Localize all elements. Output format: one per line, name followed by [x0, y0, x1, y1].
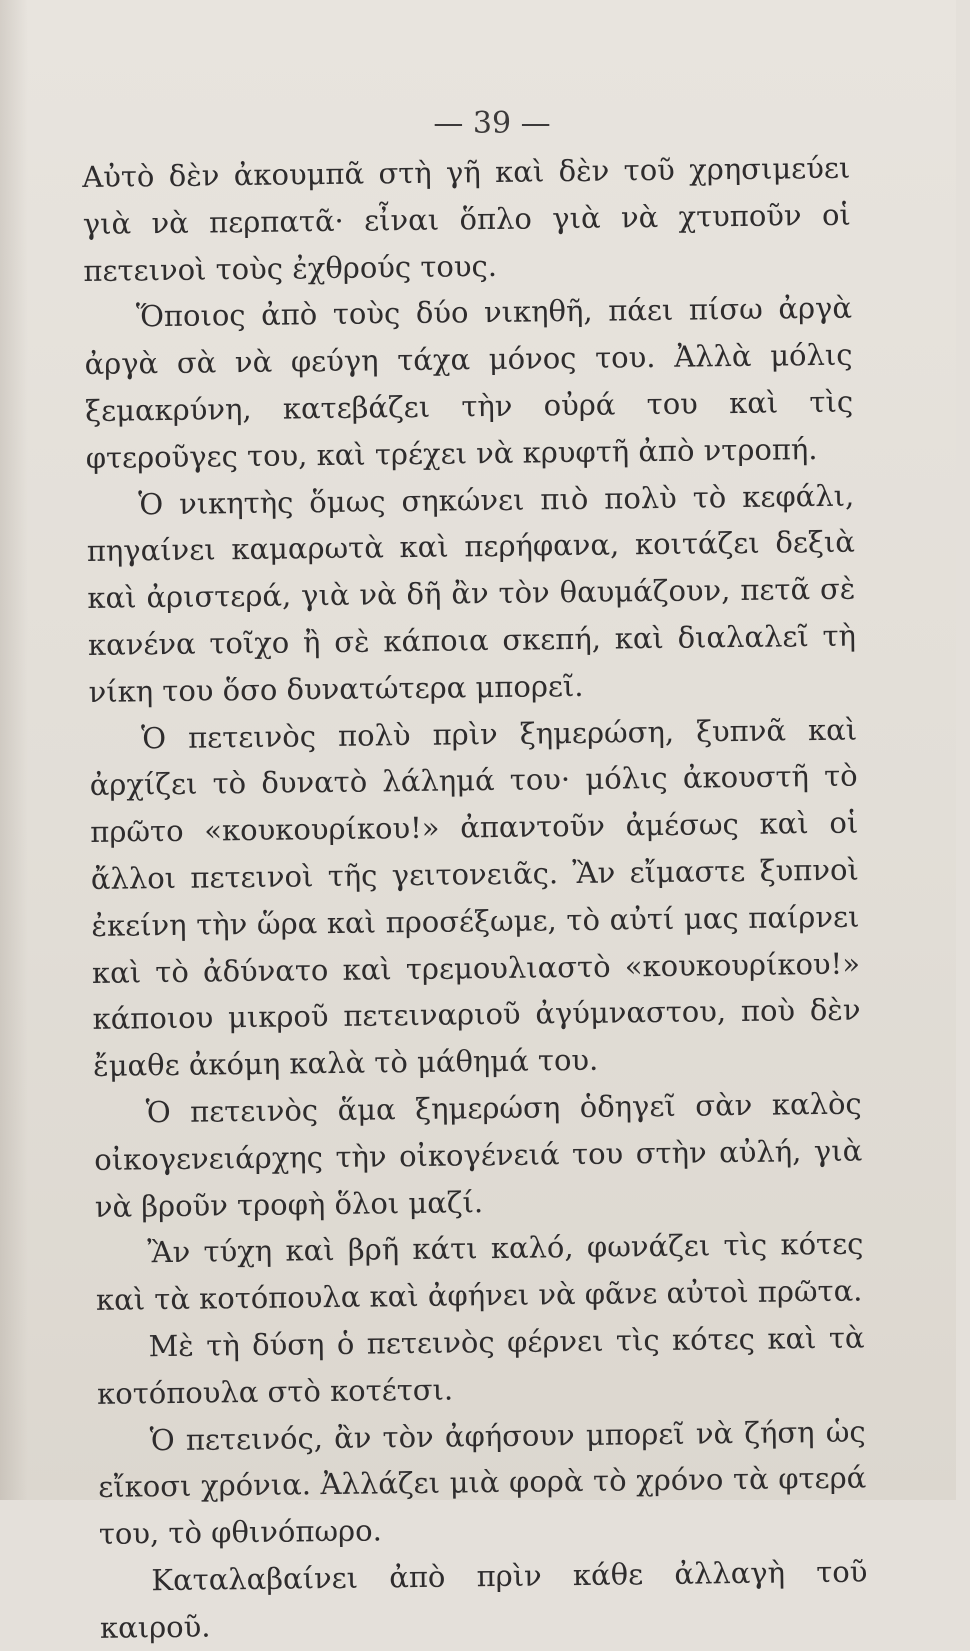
paragraph: Καταλαβαίνει ἀπὸ πρὶν κάθε ἀλλαγὴ τοῦ καιροῦ. [99, 1554, 868, 1645]
paragraph: Ὁ πετεινὸς πολὺ πρὶν ξημερώση, ξυπνᾶ καὶ ἀρχίζει τὸ δυνατὸ λάλημά του· μόλις ἀκουστῆ τὸ πρῶτο «κουκουρίκου!» ἀπαντοῦν ἀμέσως καὶ οἱ ἄλλοι πετεινοὶ τῆς γειτονειᾶς. Ἂν εἴμαστε ξυπνοὶ ἐκείνη τὴν ὥρα καὶ προσέξωμε, τὸ αὐτί μας παίρνει καὶ τὸ ἀδύνατο καὶ τρεμουλιαστὸ «κουκουρίκου!» κάποιου μικροῦ πετειναριοῦ ἀγύμναστου, ποὺ δὲν ἔμαθε ἀκόμη καλὰ τὸ μάθημά του. [89, 712, 861, 1084]
page-number: — 39 — [433, 106, 551, 141]
paragraph: Ὅποιος ἀπὸ τοὺς δύο νικηθῆ, πάει πίσω ἀργὰ ἀργὰ σὰ νὰ φεύγη τάχα μόνος του. Ἀλλὰ μόλις ξεμακρύνη, κατεβάζει τὴν οὐρά του καὶ τὶς φτεροῦγες του, καὶ τρέχει νὰ κρυφτῆ ἀπὸ ντροπή. [84, 290, 854, 475]
paragraph: Ὁ πετεινός, ἂν τὸν ἀφήσουν μπορεῖ νὰ ζήση ὡς εἴκοσι χρόνια. Ἀλλάζει μιὰ φορὰ τὸ χρόνο τὰ φτερά του, τὸ φθινόπωρο. [98, 1414, 867, 1552]
body-text [82, 145, 868, 1651]
paragraph: Αὐτὸ δὲν ἀκουμπᾶ στὴ γῆ καὶ δὲν τοῦ χρησιμεύει γιὰ νὰ περπατᾶ· εἶναι ὅπλο γιὰ νὰ χτυποῦν οἱ πετεινοὶ τοὺς ἐχθρούς τους. [82, 150, 852, 288]
paragraph: Ἂν τύχη καὶ βρῆ κάτι καλό, φωνάζει τὶς κότες καὶ τὰ κοτόπουλα καὶ ἀφήνει νὰ φᾶνε αὐτοὶ πρῶτα. [95, 1226, 864, 1318]
paragraph: Μὲ τὴ δύση ὁ πετεινὸς φέρνει τὶς κότες καὶ τὰ κοτόπουλα στὸ κοτέτσι. [96, 1320, 865, 1411]
page-edge-shadow [0, 0, 28, 1500]
paragraph: Ὁ νικητὴς ὅμως σηκώνει πιὸ πολὺ τὸ κεφάλι, πηγαίνει καμαρωτὰ καὶ περήφανα, κοιτάζει δεξιὰ καὶ ἀριστερά, γιὰ νὰ δῆ ἂν τὸν θαυμάζουν, πετᾶ σὲ κανένα τοῖχο ἢ σὲ κάποια σκεπή, καὶ διαλαλεῖ τὴ νίκη του ὅσο δυνατώτερα μπορεῖ. [86, 478, 857, 709]
paragraph: Ὁ πετεινὸς ἅμα ξημερώση ὁδηγεῖ σὰν καλὸς οἰκογενειάρχης τὴν οἰκογένειά του στὴν αὐλή, γιὰ νὰ βροῦν τροφὴ ὅλοι μαζί. [94, 1086, 863, 1224]
